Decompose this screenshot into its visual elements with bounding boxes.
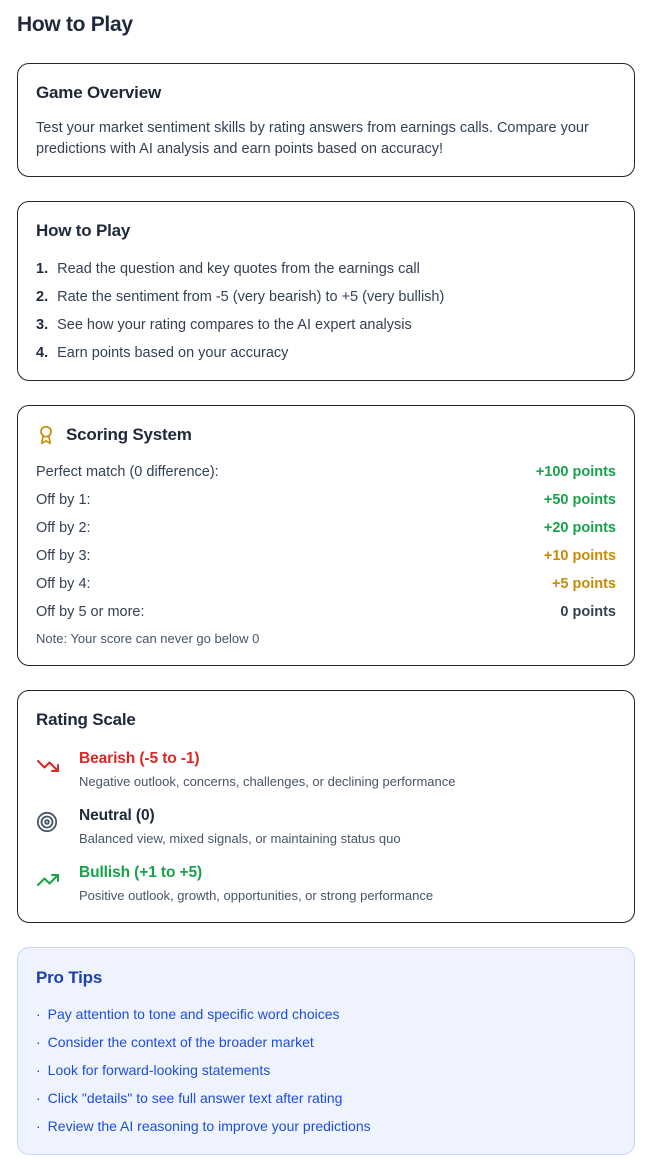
game-overview-description: Test your market sentiment skills by rating answers from earnings calls. Compare your predictions with AI analysis and earn points based on accuracy! (36, 120, 589, 157)
table-row (36, 462, 616, 482)
scoring-row-label: Off by 2: (36, 520, 91, 536)
rating-title: Bullish (+1 to +5) (79, 864, 203, 881)
scoring-row-value: +5 points (551, 576, 616, 592)
scoring-row-label: Off by 5 or more: (36, 604, 145, 620)
bullet-dot: · (36, 1034, 41, 1050)
rating-description: Negative outlook, concerns, challenges, or declining performance (79, 774, 456, 789)
tip-text: Click "details" to see full answer text after rating (47, 1090, 343, 1106)
trending-down-icon (36, 748, 60, 791)
rating-scale-card (17, 690, 635, 923)
rating-entries (36, 748, 616, 905)
bullet-dot: · (36, 1090, 41, 1106)
list-item (36, 1032, 616, 1052)
table-row (36, 602, 616, 622)
scoring-system-title: Scoring System (66, 425, 192, 444)
how-to-play-title: How to Play (36, 221, 131, 240)
list-item (36, 1088, 616, 1108)
rating-entry-bullish (36, 862, 616, 905)
target-icon (36, 805, 60, 848)
game-overview-card (17, 63, 635, 177)
how-to-play-card (17, 201, 635, 381)
rating-entry-neutral (36, 805, 616, 848)
pro-tips-list (36, 1004, 616, 1136)
scoring-row-value: 0 points (560, 604, 616, 620)
table-row (36, 490, 616, 510)
list-item (36, 1004, 616, 1024)
rating-entry-bearish (36, 748, 616, 791)
step-number: 3. (36, 317, 49, 333)
scoring-row-label: Off by 4: (36, 576, 91, 592)
how-to-play-steps (36, 259, 616, 363)
scoring-row-label: Off by 3: (36, 548, 91, 564)
bullet-dot: · (36, 1118, 41, 1134)
scoring-note: Note: Your score can never go below 0 (36, 631, 260, 646)
scoring-system-card (17, 405, 635, 666)
list-item (36, 315, 616, 335)
list-item (36, 259, 616, 279)
tip-text: Pay attention to tone and specific word choices (47, 1006, 340, 1022)
list-item (36, 1116, 616, 1136)
trending-up-icon (36, 862, 60, 905)
pro-tips-card (17, 947, 635, 1155)
rating-title: Bearish (-5 to -1) (79, 750, 200, 767)
scoring-row-value: +100 points (535, 464, 616, 480)
scoring-rows (36, 462, 616, 622)
list-item (36, 343, 616, 363)
rating-description: Positive outlook, growth, opportunities, or strong performance (79, 888, 434, 903)
step-number: 1. (36, 261, 49, 277)
table-row (36, 518, 616, 538)
bullet-dot: · (36, 1006, 41, 1022)
rating-description: Balanced view, mixed signals, or maintaining status quo (79, 831, 401, 846)
scoring-row-label: Off by 1: (36, 492, 91, 508)
rating-title: Neutral (0) (79, 807, 155, 824)
step-text: Read the question and key quotes from the earnings call (57, 261, 420, 277)
tip-text: Consider the context of the broader market (47, 1034, 314, 1050)
tip-text: Review the AI reasoning to improve your predictions (47, 1118, 371, 1134)
step-text: Earn points based on your accuracy (57, 345, 289, 361)
game-overview-title: Game Overview (36, 83, 161, 102)
scoring-row-value: +20 points (543, 520, 616, 536)
step-text: See how your rating compares to the AI expert analysis (57, 317, 412, 333)
table-row (36, 546, 616, 566)
scoring-row-label: Perfect match (0 difference): (36, 464, 219, 480)
rating-scale-title: Rating Scale (36, 710, 136, 729)
table-row (36, 574, 616, 594)
step-number: 2. (36, 289, 49, 305)
list-item (36, 287, 616, 307)
scoring-row-value: +10 points (543, 548, 616, 564)
page-title: How to Play (17, 13, 133, 36)
list-item (36, 1060, 616, 1080)
tip-text: Look for forward-looking statements (47, 1062, 271, 1078)
award-icon (36, 425, 56, 445)
bullet-dot: · (36, 1062, 41, 1078)
scoring-row-value: +50 points (543, 492, 616, 508)
pro-tips-title: Pro Tips (36, 968, 103, 987)
step-text: Rate the sentiment from -5 (very bearish) to +5 (very bullish) (57, 289, 445, 305)
step-number: 4. (36, 345, 49, 361)
